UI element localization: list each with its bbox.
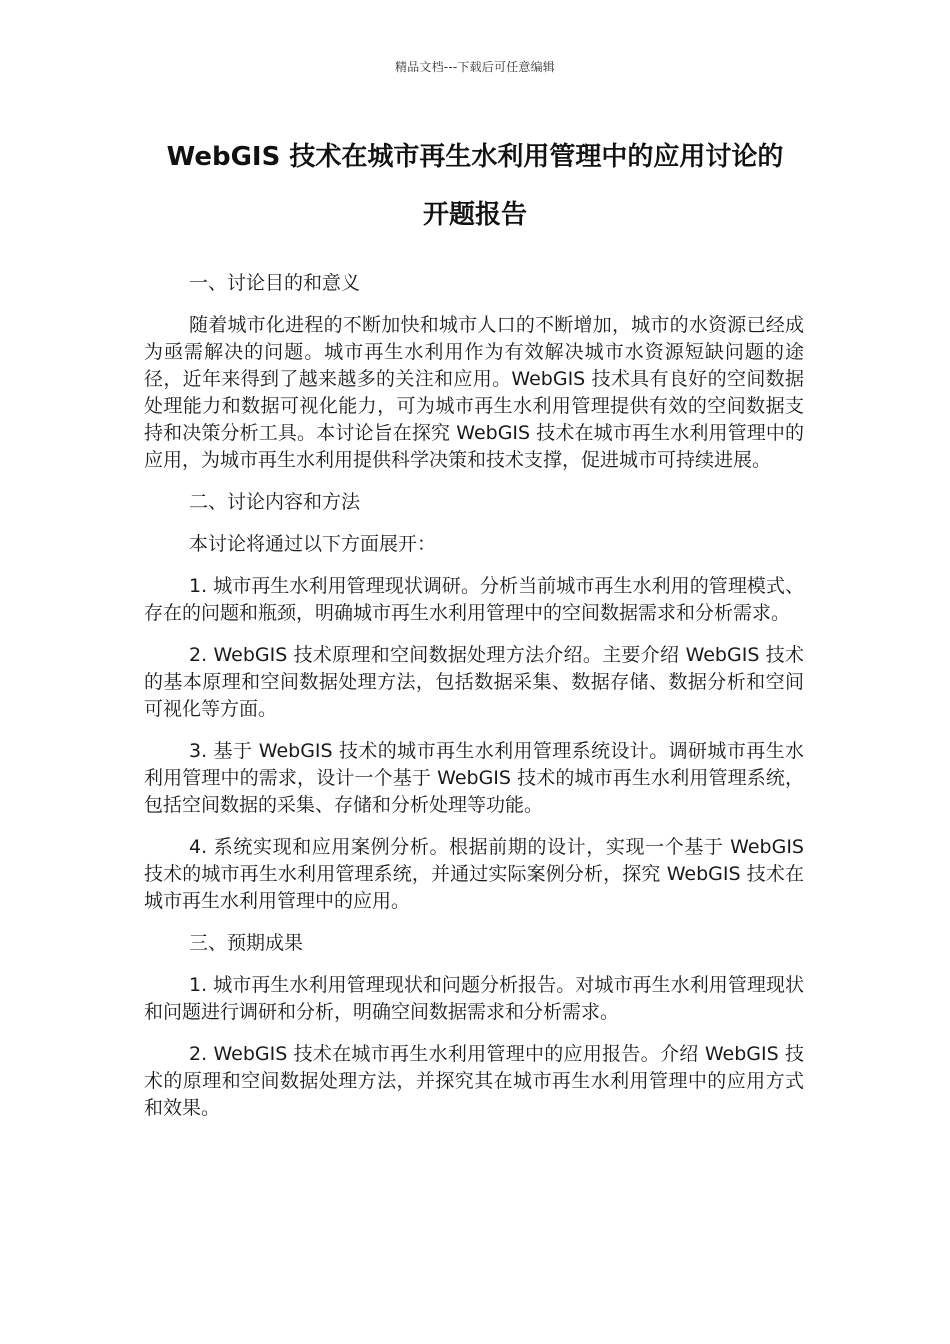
section-heading-content: 二、讨论内容和方法: [189, 491, 361, 513]
title-line-1: WebGIS 技术在城市再生水利用管理中的应用讨论的: [166, 142, 784, 172]
paragraph-purpose: 随着城市化进程的不断加快和城市人口的不断增加，城市的水资源已经成为亟需解决的问题。城市再生水利用作为有效解决城市水资源短缺问题的途径，近年来得到了越来越多的关注和应用。WebGIS 技术具有良好的空间数据处理能力和数据可视化能力，可为城市再生水利用管理提供有效的空间数据支持和决策分析工具。本讨论旨在探究 WebGIS 技术在城市再生水利用管理中的应用，为城市再生水利用提供科学决策和技术支撑，促进城市可持续进展。: [144, 314, 804, 471]
paragraph-outcome-2: 2. WebGIS 技术在城市再生水利用管理中的应用报告。介绍 WebGIS 技术的原理和空间数据处理方法，并探究其在城市再生水利用管理中的应用方式和效果。: [144, 1043, 804, 1119]
paragraph-content-item-3: 3. 基于 WebGIS 技术的城市再生水利用管理系统设计。调研城市再生水利用管理中的需求，设计一个基于 WebGIS 技术的城市再生水利用管理系统，包括空间数据的采集、存储和分析处理等功能。: [144, 740, 804, 816]
title-line-2: 开题报告: [422, 200, 527, 230]
section-heading-outcomes: 三、预期成果: [189, 932, 304, 954]
header-note: 精品文档---下载后可任意编辑: [395, 60, 555, 74]
paragraph-outcome-1: 1. 城市再生水利用管理现状和问题分析报告。对城市再生水利用管理现状和问题进行调研和分析，明确空间数据需求和分析需求。: [144, 974, 804, 1023]
paragraph-content-item-2: 2. WebGIS 技术原理和空间数据处理方法介绍。主要介绍 WebGIS 技术的基本原理和空间数据处理方法，包括数据采集、数据存储、数据分析和空间可视化等方面。: [144, 644, 804, 720]
paragraph-content-intro: 本讨论将通过以下方面展开：: [189, 533, 437, 555]
document-title: [120, 128, 830, 244]
paragraph-content-item-1: 1. 城市再生水利用管理现状调研。分析当前城市再生水利用的管理模式、存在的问题和瓶颈，明确城市再生水利用管理中的空间数据需求和分析需求。: [144, 575, 804, 624]
section-heading-purpose: 一、讨论目的和意义: [189, 272, 361, 294]
paragraph-content-item-4: 4. 系统实现和应用案例分析。根据前期的设计，实现一个基于 WebGIS 技术的城市再生水利用管理系统，并通过实际案例分析，探究 WebGIS 技术在城市再生水利用管理中的应用。: [144, 836, 804, 912]
document-body: [144, 270, 804, 1137]
